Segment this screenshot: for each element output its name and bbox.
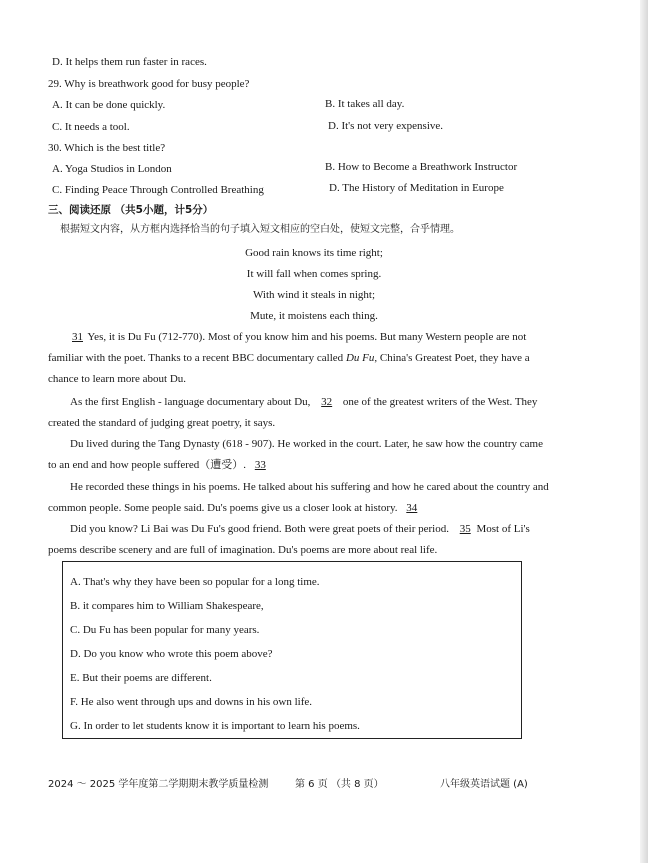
paragraph-5-line-2: poems describe scenery and are full of imagination. Du's poems are more about real life. bbox=[48, 544, 438, 556]
option-c: C. Du Fu has been popular for many years. bbox=[70, 624, 260, 636]
q29-option-d: D. It's not very expensive. bbox=[328, 120, 444, 132]
documentary-title: Du Fu bbox=[345, 352, 375, 364]
option-b: B. it compares him to William Shakespeare, bbox=[70, 600, 264, 612]
paragraph-1-line-2: familiar with the poet. Thanks to a recent BBC documentary called Du Fu, China's Greatest Poet, they have a bbox=[48, 352, 530, 364]
footer-exam-name: 2024 ～ 2025 学年度第二学期期末教学质量检测 bbox=[48, 779, 269, 790]
paragraph-1-line-3: chance to learn more about Du. bbox=[48, 373, 187, 385]
footer-paper-title: 八年级英语试题 (A) bbox=[440, 779, 528, 790]
section-heading: 三、阅读还原 （共5小题，计5分） bbox=[48, 204, 214, 216]
paragraph-4-line-2: common people. Some people said. Du's poems give us a closer look at history. 34 bbox=[48, 502, 418, 514]
poem-line-1: Good rain knows its time right; bbox=[245, 247, 383, 259]
q29-option-a: A. It can be done quickly. bbox=[52, 99, 166, 111]
paragraph-5-line-1: Did you know? Li Bai was Du Fu's good friend. Both were great poets of their period. 35 Most of Li's bbox=[70, 523, 530, 535]
q30-option-b: B. How to Become a Breathwork Instructor bbox=[325, 161, 518, 173]
q29-option-b: B. It takes all day. bbox=[325, 98, 405, 110]
paragraph-4-line-1: He recorded these things in his poems. He talked about his suffering and how he cared about the country and bbox=[70, 481, 549, 493]
options-box bbox=[62, 561, 522, 739]
blank-33: 33 bbox=[254, 459, 266, 471]
footer-page-number: 第 6 页 （共 8 页） bbox=[295, 779, 384, 790]
option-a: A. That's why they have been so popular for a long time. bbox=[70, 576, 320, 588]
paragraph-3-line-1: Du lived during the Tang Dynasty (618 - 907). He worked in the court. Later, he saw how the country came bbox=[70, 438, 543, 450]
paragraph-2-line-1: As the first English - language documentary about Du, 32 one of the greatest writers of the West. They bbox=[70, 396, 538, 408]
q30-option-c: C. Finding Peace Through Controlled Breathing bbox=[52, 184, 264, 196]
poem-line-3: With wind it steals in night; bbox=[252, 289, 376, 301]
option-d: D. Do you know who wrote this poem above? bbox=[70, 648, 273, 660]
option-g: G. In order to let students know it is important to learn his poems. bbox=[70, 720, 360, 732]
q30-stem: 30. Which is the best title? bbox=[48, 142, 166, 154]
poem-line-4: Mute, it moistens each thing. bbox=[250, 310, 378, 322]
option-e: E. But their poems are different. bbox=[70, 672, 212, 684]
blank-35: 35 bbox=[459, 523, 471, 535]
poem-line-2: It will fall when comes spring. bbox=[246, 268, 382, 280]
option-f: F. He also went through ups and downs in his own life. bbox=[70, 696, 313, 708]
q29-option-c: C. It needs a tool. bbox=[52, 121, 130, 133]
q28-option-d: D. It helps them run faster in races. bbox=[52, 56, 207, 68]
q30-option-d: D. The History of Meditation in Europe bbox=[329, 182, 504, 194]
paragraph-3-line-2: to an end and how people suffered（遭受）. 33 bbox=[48, 459, 266, 471]
blank-31: 31 bbox=[72, 331, 83, 343]
blank-32: 32 bbox=[321, 396, 333, 408]
paragraph-2-line-2: created the standard of judging great poetry, it says. bbox=[48, 417, 276, 429]
section-instruction: 根据短文内容，从方框内选择恰当的句子填入短文相应的空白处，使短文完整，合乎情理。 bbox=[60, 224, 460, 235]
paragraph-1-line-1: 31 Yes, it is Du Fu (712-770). Most of you know him and his poems. But many Western people are not bbox=[72, 331, 527, 343]
page-edge-shadow bbox=[640, 0, 648, 863]
blank-34: 34 bbox=[406, 502, 418, 514]
q30-option-a: A. Yoga Studios in London bbox=[52, 163, 172, 175]
q29-stem: 29. Why is breathwork good for busy people? bbox=[48, 78, 250, 90]
